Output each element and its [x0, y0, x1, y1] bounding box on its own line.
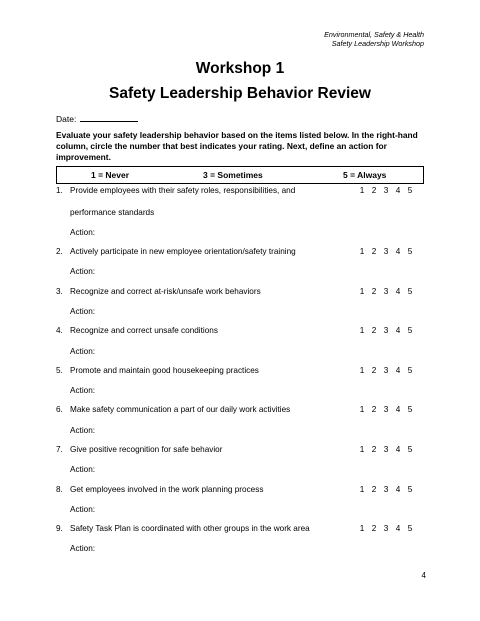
- list-item: [56, 523, 416, 534]
- item-text: Recognize and correct at-risk/unsafe work behaviors: [70, 287, 261, 296]
- rating-5[interactable]: 5: [407, 405, 413, 414]
- action-label[interactable]: Action:: [70, 267, 96, 276]
- rating-4[interactable]: 4: [395, 186, 401, 195]
- rating-1[interactable]: 1: [359, 247, 365, 256]
- header-note-line2: Safety Leadership Workshop: [331, 39, 424, 48]
- rating-4[interactable]: 4: [395, 485, 401, 494]
- action-label[interactable]: Action:: [70, 228, 96, 237]
- action-label[interactable]: Action:: [70, 544, 96, 553]
- rating-scale-legend: [56, 166, 424, 184]
- rating-4[interactable]: 4: [395, 247, 401, 256]
- rating-4[interactable]: 4: [395, 405, 401, 414]
- list-item: [56, 365, 416, 376]
- rating-2[interactable]: 2: [371, 287, 377, 296]
- rating-1[interactable]: 1: [359, 524, 365, 533]
- list-item: [56, 325, 416, 336]
- list-item: [56, 286, 416, 297]
- rating-5[interactable]: 5: [407, 485, 413, 494]
- date-field[interactable]: [56, 113, 138, 124]
- rating-5[interactable]: 5: [407, 287, 413, 296]
- rating-2[interactable]: 2: [371, 186, 377, 195]
- item-number: 7.: [56, 445, 63, 454]
- rating-3[interactable]: 3: [383, 366, 389, 375]
- rating-2[interactable]: 2: [371, 405, 377, 414]
- item-number: 8.: [56, 485, 63, 494]
- item-text: Make safety communication a part of our daily work activities: [70, 405, 291, 414]
- action-label[interactable]: Action:: [70, 347, 96, 356]
- list-item: [56, 185, 416, 196]
- item-number: 9.: [56, 524, 63, 533]
- list-item: [56, 444, 416, 455]
- header-note-line1: Environmental, Safety & Health: [324, 30, 424, 39]
- item-number: 4.: [56, 326, 63, 335]
- scale-never: 1 = Never: [91, 170, 130, 180]
- rating-5[interactable]: 5: [407, 366, 413, 375]
- rating-4[interactable]: 4: [395, 524, 401, 533]
- page-subtitle: Safety Leadership Behavior Review: [109, 85, 371, 102]
- rating-1[interactable]: 1: [359, 445, 365, 454]
- rating-options[interactable]: [356, 404, 416, 415]
- rating-options[interactable]: [356, 246, 416, 257]
- page-number: 4: [421, 571, 426, 580]
- list-item: [56, 404, 416, 415]
- item-number: 6.: [56, 405, 63, 414]
- rating-3[interactable]: 3: [383, 405, 389, 414]
- header-note: [324, 30, 424, 48]
- rating-1[interactable]: 1: [359, 186, 365, 195]
- rating-options[interactable]: [356, 325, 416, 336]
- rating-5[interactable]: 5: [407, 326, 413, 335]
- rating-4[interactable]: 4: [395, 366, 401, 375]
- rating-5[interactable]: 5: [407, 445, 413, 454]
- rating-2[interactable]: 2: [371, 247, 377, 256]
- rating-2[interactable]: 2: [371, 485, 377, 494]
- date-blank-line[interactable]: [80, 113, 138, 122]
- action-label[interactable]: Action:: [70, 505, 96, 514]
- item-continuation: performance standards: [70, 208, 155, 217]
- rating-3[interactable]: 3: [383, 326, 389, 335]
- item-number: 2.: [56, 247, 63, 256]
- rating-3[interactable]: 3: [383, 186, 389, 195]
- list-item: [56, 246, 416, 257]
- list-item: [56, 484, 416, 495]
- item-text: Get employees involved in the work planning process: [70, 485, 264, 494]
- rating-3[interactable]: 3: [383, 524, 389, 533]
- rating-5[interactable]: 5: [407, 524, 413, 533]
- rating-4[interactable]: 4: [395, 326, 401, 335]
- date-label: Date:: [56, 114, 77, 124]
- page-title: Workshop 1: [195, 60, 285, 77]
- item-text: Give positive recognition for safe behavior: [70, 445, 223, 454]
- action-label[interactable]: Action:: [70, 465, 96, 474]
- item-text: Recognize and correct unsafe conditions: [70, 326, 218, 335]
- instructions: Evaluate your safety leadership behavior based on the items listed below. In the right-hand column, circle the number that best indicates your rating. Next, define an action for improvement.: [56, 130, 418, 162]
- rating-options[interactable]: [356, 365, 416, 376]
- item-number: 3.: [56, 287, 63, 296]
- rating-2[interactable]: 2: [371, 524, 377, 533]
- action-label[interactable]: Action:: [70, 307, 96, 316]
- action-label[interactable]: Action:: [70, 426, 96, 435]
- rating-2[interactable]: 2: [371, 326, 377, 335]
- rating-5[interactable]: 5: [407, 247, 413, 256]
- rating-2[interactable]: 2: [371, 366, 377, 375]
- item-text: Actively participate in new employee orientation/safety training: [70, 247, 296, 256]
- rating-1[interactable]: 1: [359, 485, 365, 494]
- rating-4[interactable]: 4: [395, 445, 401, 454]
- rating-3[interactable]: 3: [383, 445, 389, 454]
- rating-3[interactable]: 3: [383, 485, 389, 494]
- rating-4[interactable]: 4: [395, 287, 401, 296]
- rating-options[interactable]: [356, 523, 416, 534]
- rating-options[interactable]: [356, 484, 416, 495]
- item-text: Provide employees with their safety roles, responsibilities, and: [70, 186, 296, 195]
- action-label[interactable]: Action:: [70, 386, 96, 395]
- item-number: 1.: [56, 186, 63, 195]
- rating-options[interactable]: [356, 286, 416, 297]
- rating-5[interactable]: 5: [407, 186, 413, 195]
- item-number: 5.: [56, 366, 63, 375]
- rating-1[interactable]: 1: [359, 287, 365, 296]
- rating-options[interactable]: [356, 185, 416, 196]
- item-text: Promote and maintain good housekeeping practices: [70, 366, 259, 375]
- rating-3[interactable]: 3: [383, 247, 389, 256]
- rating-options[interactable]: [356, 444, 416, 455]
- rating-1[interactable]: 1: [359, 326, 365, 335]
- rating-1[interactable]: 1: [359, 366, 365, 375]
- rating-2[interactable]: 2: [371, 445, 377, 454]
- rating-1[interactable]: 1: [359, 405, 365, 414]
- scale-always: 5 = Always: [343, 170, 387, 180]
- item-text: Safety Task Plan is coordinated with other groups in the work area: [70, 524, 310, 533]
- rating-3[interactable]: 3: [383, 287, 389, 296]
- scale-sometimes: 3 = Sometimes: [203, 170, 263, 180]
